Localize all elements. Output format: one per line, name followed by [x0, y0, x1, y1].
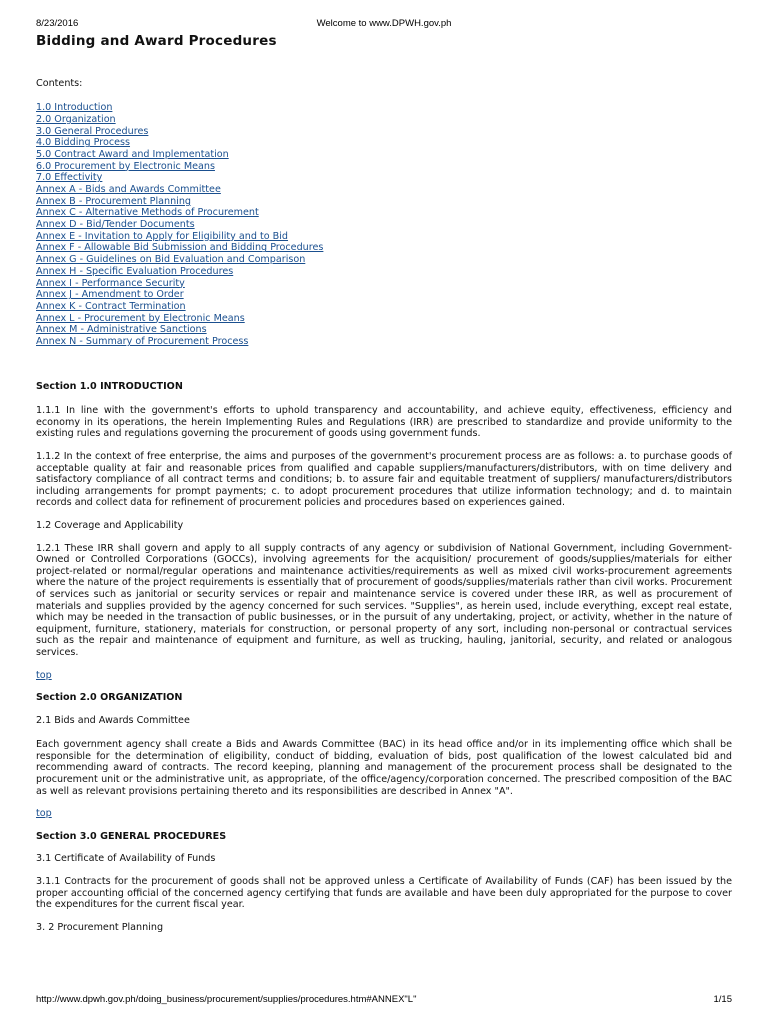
subsection-2-1-heading: 2.1 Bids and Awards Committee: [36, 714, 190, 726]
toc-link-annex-g[interactable]: Annex G - Guidelines on Bid Evaluation and Comparison: [36, 254, 306, 266]
toc-link-annex-a[interactable]: Annex A - Bids and Awards Committee: [36, 184, 221, 195]
print-page-title: Welcome to www.DPWH.gov.ph: [316, 18, 452, 29]
back-to-top-link[interactable]: top: [36, 669, 52, 681]
print-page-number: 1/15: [713, 994, 732, 1005]
toc-link-annex-l[interactable]: Annex L - Procurement by Electronic Means: [36, 312, 245, 324]
paragraph-1-1-1: 1.1.1 In line with the government's efforts to uphold transparency and accountability, and achieve equity, effectiveness, efficiency and economy in its operations, the herein Implementing Rules and Regulations (IRR) are prescribed to standardize and provide uniformity to the existing rules and regulations governing the procurement of goods using government funds.: [36, 405, 732, 440]
toc-link-general-procedures[interactable]: 3.0 General Procedures: [36, 125, 149, 137]
toc-link-effectivity[interactable]: 7.0 Effectivity: [36, 172, 103, 184]
contents-label: Contents:: [36, 77, 83, 89]
paragraph-3-1-1: 3.1.1 Contracts for the procurement of goods shall not be approved unless a Certificate of Availability of Funds (CAF) has been issued by the proper accounting official of the concerned agency certifying that funds are available and have been duly appropriated for the purpose to cover the expenditures for the current fiscal year.: [36, 876, 732, 911]
toc-link-annex-b[interactable]: Annex B - Procurement Planning: [36, 195, 192, 207]
back-to-top-link[interactable]: top: [36, 808, 52, 820]
print-footer: [0, 994, 768, 1008]
toc-link-annex-m[interactable]: Annex M - Administrative Sanctions: [36, 324, 207, 336]
toc-link-annex-d[interactable]: Annex D - Bid/Tender Documents: [36, 219, 195, 231]
paragraph-2-1: Each government agency shall create a Bids and Awards Committee (BAC) in its head office and/or in its implementing office which shall be responsible for the determination of eligibility, conduct of bidding, evaluation of bids, post qualification of the lowest calculated bid and recommending award of contracts. The record keeping, planning and management of the procurement process shall be designated to the procurement unit or the administrative unit, as appropriate, of the office/agency/corporation concerned. The prescribed composition of the BAC as well as relevant provisions pertaining thereto and its responsibilities are described in Annex "A".: [36, 739, 732, 797]
print-date: 8/23/2016: [36, 18, 79, 29]
toc-link-electronic-procurement[interactable]: 6.0 Procurement by Electronic Means: [36, 160, 215, 172]
print-header: [0, 18, 768, 32]
subsection-3-1-heading: 3.1 Certificate of Availability of Funds: [36, 853, 216, 865]
toc-link-annex-h[interactable]: Annex H - Specific Evaluation Procedures: [36, 265, 234, 277]
toc-link-contract-award[interactable]: 5.0 Contract Award and Implementation: [36, 148, 229, 160]
toc-link-bidding-process[interactable]: 4.0 Bidding Process: [36, 137, 131, 149]
subsection-3-2-heading: 3. 2 Procurement Planning: [36, 921, 164, 933]
subsection-1-2-heading: 1.2 Coverage and Applicability: [36, 519, 184, 531]
print-url: http://www.dpwh.gov.ph/doing_business/procurement/supplies/procedures.htm#ANNEX"L": [36, 994, 417, 1005]
document-body: [36, 33, 732, 933]
page-title: Bidding and Award Procedures: [36, 33, 277, 49]
toc-link-annex-n[interactable]: Annex N - Summary of Procurement Process: [36, 335, 249, 347]
toc-link-annex-c[interactable]: Annex C - Alternative Methods of Procurement: [36, 207, 259, 219]
toc-link-annex-i[interactable]: Annex I - Performance Security: [36, 277, 185, 289]
section-2-heading: Section 2.0 ORGANIZATION: [36, 692, 183, 704]
toc-link-introduction[interactable]: 1.0 Introduction: [36, 102, 113, 114]
toc-link-organization[interactable]: 2.0 Organization: [36, 113, 116, 125]
toc-link-annex-f[interactable]: Annex F - Allowable Bid Submission and Bidding Procedures: [36, 242, 324, 254]
section-3-heading: Section 3.0 GENERAL PROCEDURES: [36, 830, 227, 842]
toc-link-annex-e[interactable]: Annex E - Invitation to Apply for Eligibility and to Bid: [36, 230, 289, 242]
toc-link-annex-j[interactable]: Annex J - Amendment to Order: [36, 289, 184, 301]
section-1-heading: Section 1.0 INTRODUCTION: [36, 380, 183, 392]
paragraph-1-2-1: 1.2.1 These IRR shall govern and apply to all supply contracts of any agency or subdivision of National Government, including Government-Owned or Controlled Corporations (GOCCs), involving agreements for the acquisition/ procurement of goods/supplies/materials for either project-related or normal/regular operations and maintenance activities/requirements as well as mixed civil works-procurement agreements where the nature of the project requirements is essentially that of procurement of goods/supplies/materials rather than civil works. Procurement of services such as janitorial or security services or repair and maintenance service is covered under these IRR, as well as procurement of materials and supplies provided by the agency concerned for such services. "Supplies", as herein used, include everything, except real estate, which may be needed in the transaction of public businesses, or in the pursuit of any undertaking, project, or activity, whether in the nature of equipment, furniture, stationery, materials for construction, or personal property of any sort, including non-personal or contractual services such as the repair and maintenance of equipment and furniture, as well as trucking, hauling, janitorial, security, and related or analogous services.: [36, 542, 732, 658]
toc-link-annex-k[interactable]: Annex K - Contract Termination: [36, 300, 186, 312]
table-of-contents: [36, 102, 732, 347]
paragraph-1-1-2: 1.1.2 In the context of free enterprise, the aims and purposes of the government's procurement process are as follows: a. to purchase goods of acceptable quality at fair and reasonable prices from qualified and capable suppliers/manufacturers/distributors, with on time delivery and satisfactory compliance of all contract terms and conditions; b. to assure fair and equitable treatment of suppliers/ manufacturers/distributors including arrangements for prompt payments; c. to adopt procurement procedures that utilize information technology; and d. to maintain records and collect data for refinement of procurement policies and procedures based on experiences gained.: [36, 451, 732, 509]
